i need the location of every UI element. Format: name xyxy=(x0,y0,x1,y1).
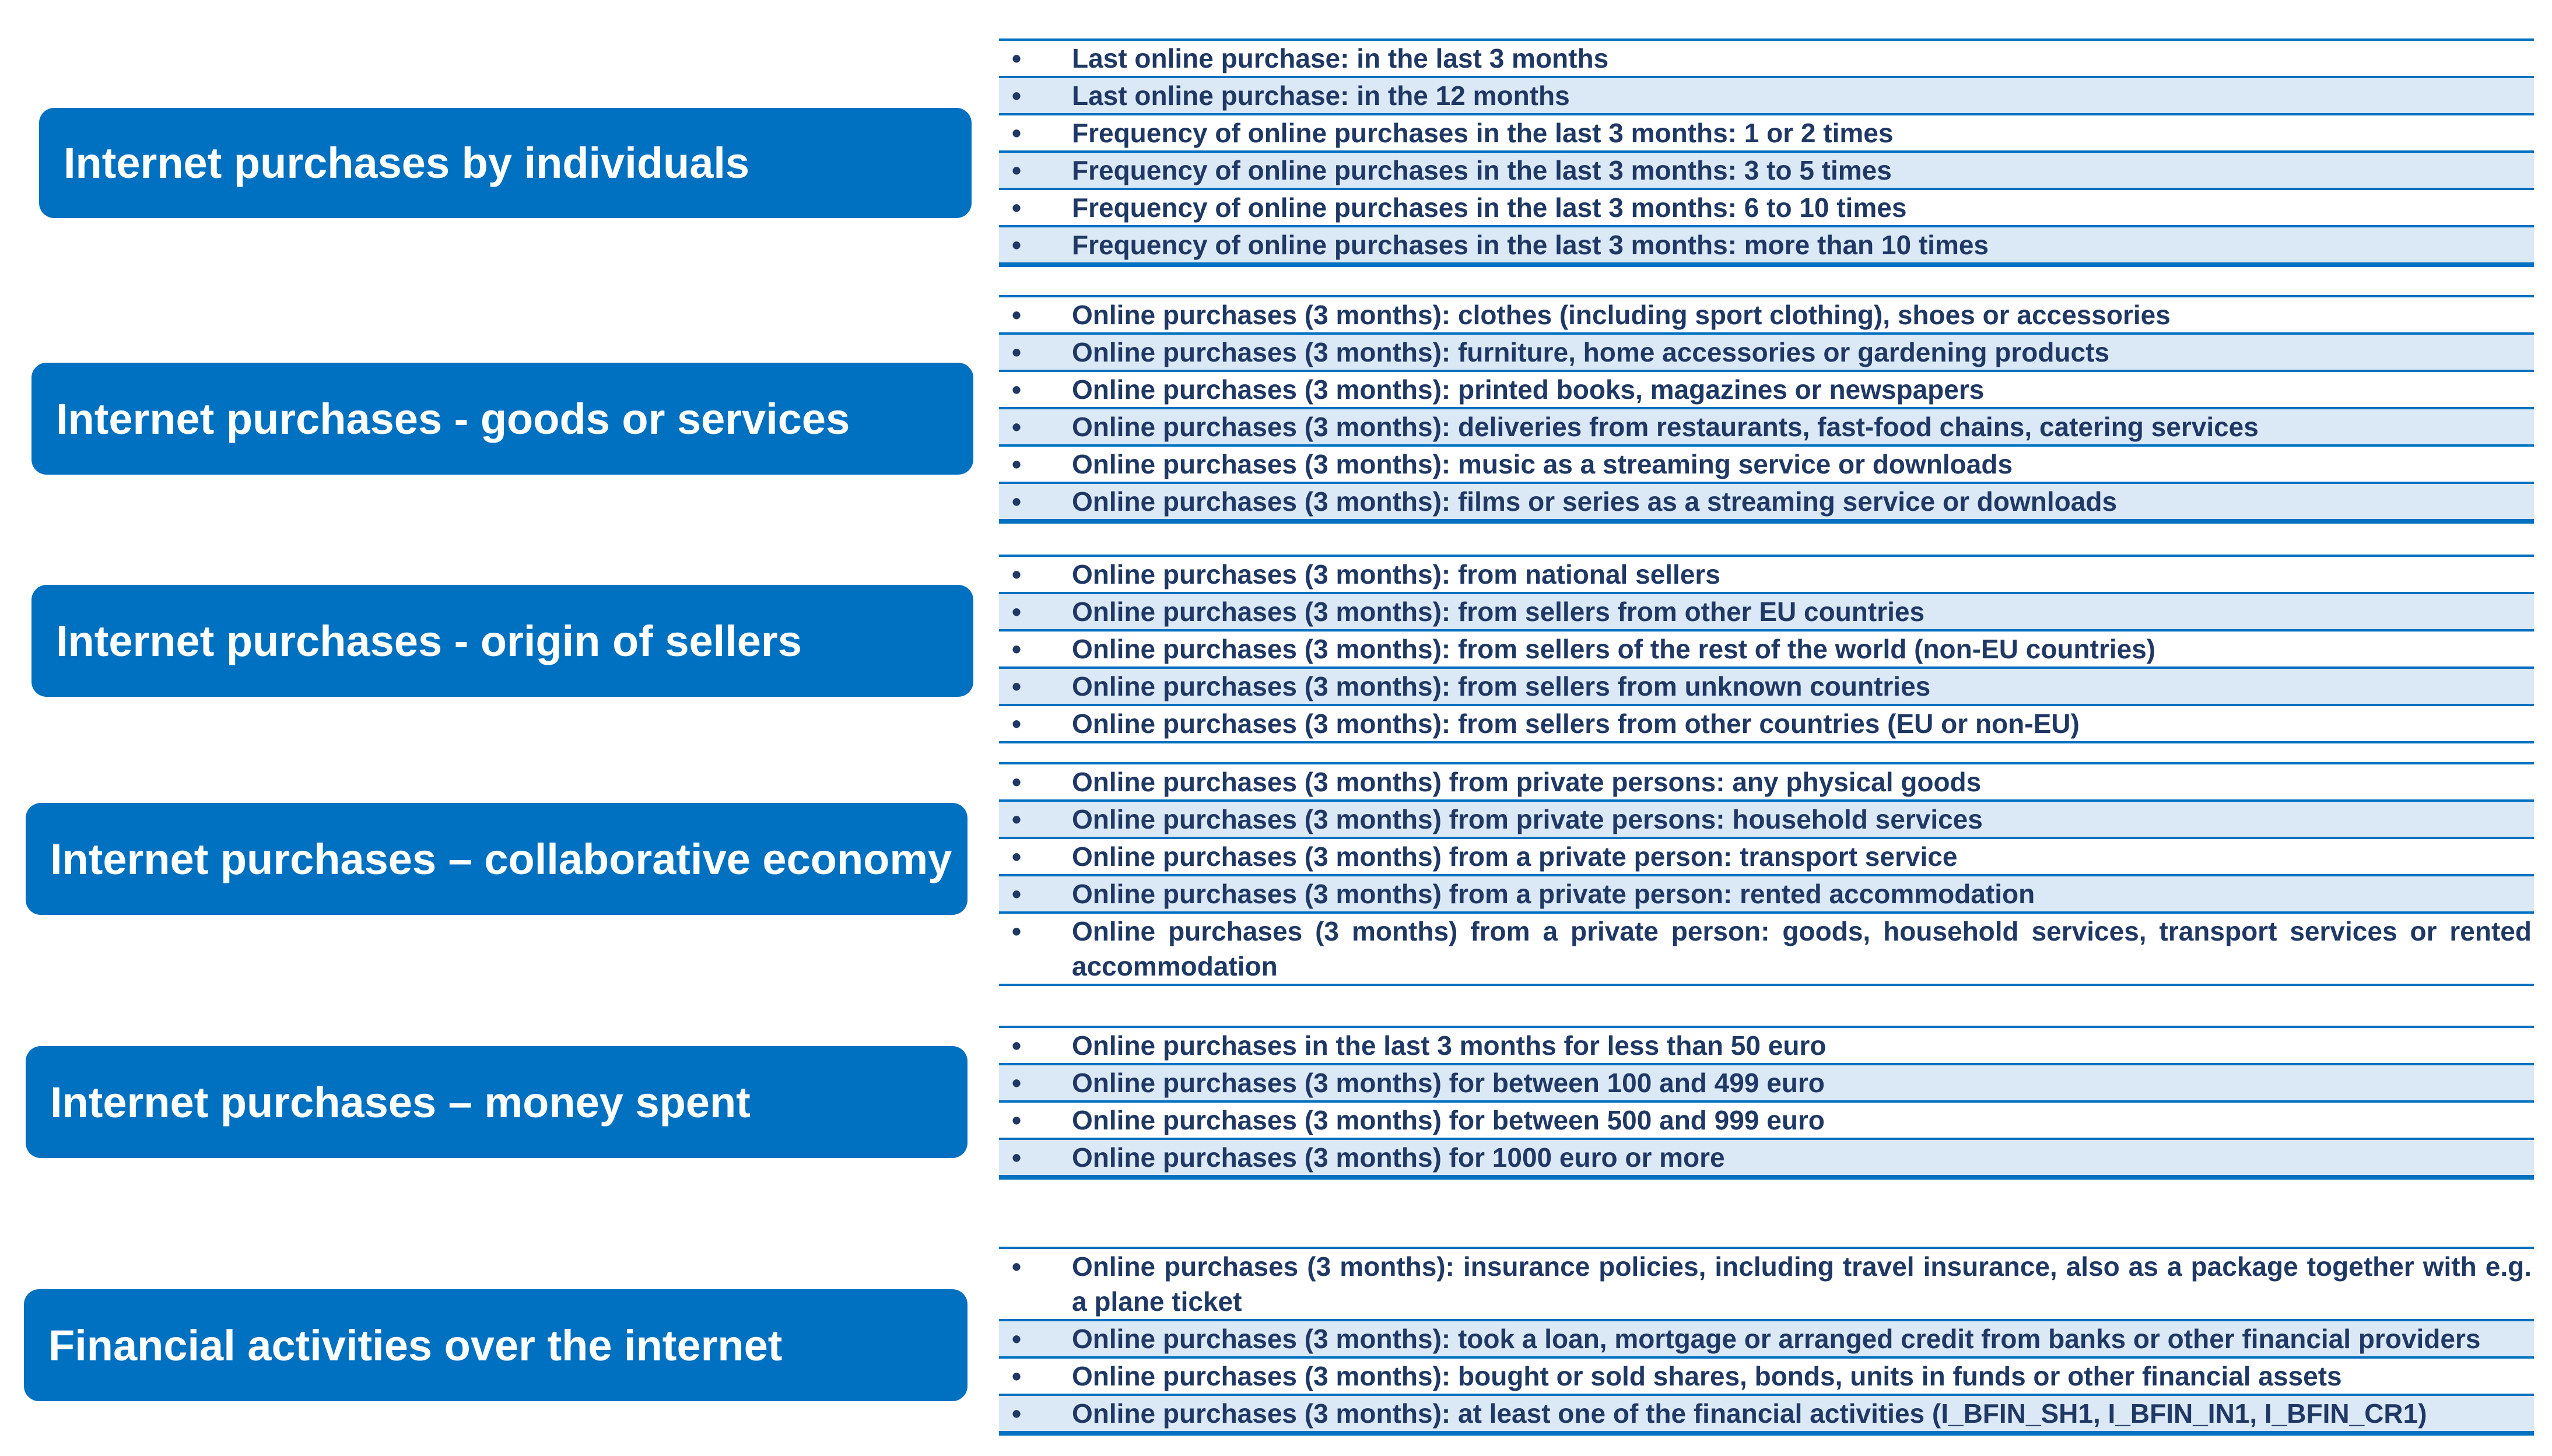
bullet-icon: • xyxy=(1011,118,1022,148)
list-item-text: Online purchases (3 months) for 1000 euro or more xyxy=(1072,1142,1725,1173)
bullet-icon: • xyxy=(1011,1324,1022,1354)
list-item-text: Frequency of online purchases in the last 3 months: 6 to 10 times xyxy=(1072,192,1907,223)
list-item-text: Online purchases (3 months): took a loan, mortgage or arranged credit from banks or other financial providers xyxy=(1072,1324,2481,1354)
category-box-financial-activities xyxy=(24,1289,967,1401)
list-item xyxy=(999,1319,2534,1359)
category-title: Internet purchases - goods or services xyxy=(56,394,850,443)
bullet-icon: • xyxy=(1011,708,1022,739)
list-item xyxy=(999,297,2534,332)
list-item xyxy=(999,666,2534,706)
bullet-icon: • xyxy=(1011,1361,1022,1391)
bullet-icon: • xyxy=(1011,1251,1022,1282)
list-item xyxy=(999,839,2534,874)
list-item xyxy=(999,799,2534,839)
list-item xyxy=(999,1359,2534,1394)
list-item xyxy=(999,372,2534,407)
list-item xyxy=(999,225,2534,265)
bullet-icon: • xyxy=(1011,412,1022,442)
list-item-text: Online purchases (3 months) from a private person: rented accommodation xyxy=(1072,879,2035,909)
list-item-text: Online purchases (3 months): films or series as a streaming service or downloads xyxy=(1072,486,2118,517)
category-title: Internet purchases - origin of sellers xyxy=(56,616,802,665)
list-item-text: Frequency of online purchases in the last 3 months: more than 10 times xyxy=(1072,230,1989,260)
category-box-goods-services xyxy=(31,363,973,475)
list-item-text: Online purchases (3 months): music as a streaming service or downloads xyxy=(1072,449,2013,479)
bullet-icon: • xyxy=(1011,1068,1022,1098)
list-item-text: Online purchases in the last 3 months for less than 50 euro xyxy=(1072,1030,1827,1061)
list-item-text: Online purchases (3 months): from sellers from unknown countries xyxy=(1072,671,1931,701)
list-item xyxy=(999,1138,2534,1177)
bullet-icon: • xyxy=(1011,80,1022,111)
list-item-text: Online purchases (3 months): from sellers from other countries (EU or non-EU) xyxy=(1072,708,2080,739)
list-item-text: Frequency of online purchases in the last 3 months: 1 or 2 times xyxy=(1072,118,1894,148)
list-item xyxy=(999,1028,2534,1063)
bullet-icon: • xyxy=(1011,804,1022,834)
category-title: Internet purchases by individuals xyxy=(64,139,750,187)
list-item xyxy=(999,557,2534,592)
list-item-text: Online purchases (3 months) from private persons: any physical goods xyxy=(1072,767,1982,797)
item-list-individuals xyxy=(999,38,2534,267)
bullet-icon: • xyxy=(1011,597,1022,627)
list-item-text: Online purchases (3 months): furniture, home accessories or gardening products xyxy=(1072,337,2110,367)
list-item-text: Frequency of online purchases in the last 3 months: 3 to 5 times xyxy=(1072,155,1892,185)
bullet-icon: • xyxy=(1011,879,1022,909)
list-item xyxy=(999,764,2534,799)
bullet-icon: • xyxy=(1011,1142,1022,1173)
bullet-icon: • xyxy=(1011,1030,1022,1061)
list-item xyxy=(999,482,2534,521)
category-title: Financial activities over the internet xyxy=(48,1321,783,1370)
list-item-text: Online purchases (3 months): deliveries from restaurants, fast-food chains, catering services xyxy=(1072,412,2259,442)
list-item xyxy=(999,190,2534,225)
list-item xyxy=(999,914,2534,984)
bullet-icon: • xyxy=(1011,230,1022,260)
bullet-icon: • xyxy=(1011,192,1022,223)
bullet-icon: • xyxy=(1011,449,1022,479)
bullet-icon: • xyxy=(1011,43,1022,73)
list-item xyxy=(999,1394,2534,1433)
list-item xyxy=(999,332,2534,372)
category-box-collaborative-economy xyxy=(26,803,967,915)
list-item xyxy=(999,1249,2534,1319)
list-item xyxy=(999,706,2534,741)
category-box-money-spent xyxy=(26,1046,967,1158)
list-item-text: Online purchases (3 months): insurance policies, including travel insurance, also as a package together with e.g. a plane ticket xyxy=(1072,1251,2532,1317)
list-item xyxy=(999,76,2534,115)
bullet-icon: • xyxy=(1011,1398,1022,1429)
list-item xyxy=(999,874,2534,914)
list-item-text: Online purchases (3 months): clothes (including sport clothing), shoes or accessories xyxy=(1072,300,2171,330)
list-item-text: Online purchases (3 months) from a private person: goods, household services, transport services or rented accommodation xyxy=(1072,916,2532,981)
item-list-collaborative-economy xyxy=(999,762,2534,986)
list-item xyxy=(999,631,2534,666)
bullet-icon: • xyxy=(1011,634,1022,664)
item-list-money-spent xyxy=(999,1026,2534,1180)
list-item-text: Online purchases (3 months): from sellers from other EU countries xyxy=(1072,597,1925,627)
bullet-icon: • xyxy=(1011,671,1022,701)
list-item xyxy=(999,115,2534,150)
bullet-icon: • xyxy=(1011,1105,1022,1135)
list-item xyxy=(999,1103,2534,1138)
category-title: Internet purchases – money spent xyxy=(50,1078,751,1127)
item-list-goods-services xyxy=(999,295,2534,524)
item-list-origin-sellers xyxy=(999,555,2534,743)
list-item-text: Last online purchase: in the last 3 months xyxy=(1072,43,1609,73)
list-item xyxy=(999,592,2534,631)
bullet-icon: • xyxy=(1011,374,1022,405)
list-item-text: Online purchases (3 months): at least one of the financial activities (I_BFIN_SH1, I_BFIN_IN1, I_BFIN_CR1) xyxy=(1072,1398,2427,1429)
list-item-text: Online purchases (3 months) from private persons: household services xyxy=(1072,804,1983,834)
list-item xyxy=(999,41,2534,76)
list-item xyxy=(999,447,2534,482)
list-item-text: Online purchases (3 months) from a private person: transport service xyxy=(1072,841,1958,872)
list-item xyxy=(999,1063,2534,1103)
list-item-text: Online purchases (3 months): from national sellers xyxy=(1072,559,1720,590)
bullet-icon: • xyxy=(1011,767,1022,797)
list-item-text: Online purchases (3 months): from sellers of the rest of the world (non-EU countries) xyxy=(1072,634,2156,664)
bullet-icon: • xyxy=(1011,486,1022,517)
list-item xyxy=(999,150,2534,190)
list-item xyxy=(999,407,2534,447)
list-item-text: Online purchases (3 months): bought or sold shares, bonds, units in funds or other financial assets xyxy=(1072,1361,2342,1391)
category-box-individuals xyxy=(39,108,972,218)
list-item-text: Online purchases (3 months): printed books, magazines or newspapers xyxy=(1072,374,1985,405)
list-item-text: Online purchases (3 months) for between 500 and 999 euro xyxy=(1072,1105,1825,1135)
bullet-icon: • xyxy=(1011,559,1022,590)
bullet-icon: • xyxy=(1011,337,1022,367)
list-item-text: Online purchases (3 months) for between 100 and 499 euro xyxy=(1072,1068,1825,1098)
bullet-icon: • xyxy=(1011,916,1022,946)
category-title: Internet purchases – collaborative economy xyxy=(50,834,952,883)
bullet-icon: • xyxy=(1011,841,1022,872)
bullet-icon: • xyxy=(1011,155,1022,185)
bullet-icon: • xyxy=(1011,300,1022,330)
category-box-origin-sellers xyxy=(31,585,973,697)
list-item-text: Last online purchase: in the 12 months xyxy=(1072,80,1570,111)
item-list-financial-activities xyxy=(999,1247,2534,1436)
